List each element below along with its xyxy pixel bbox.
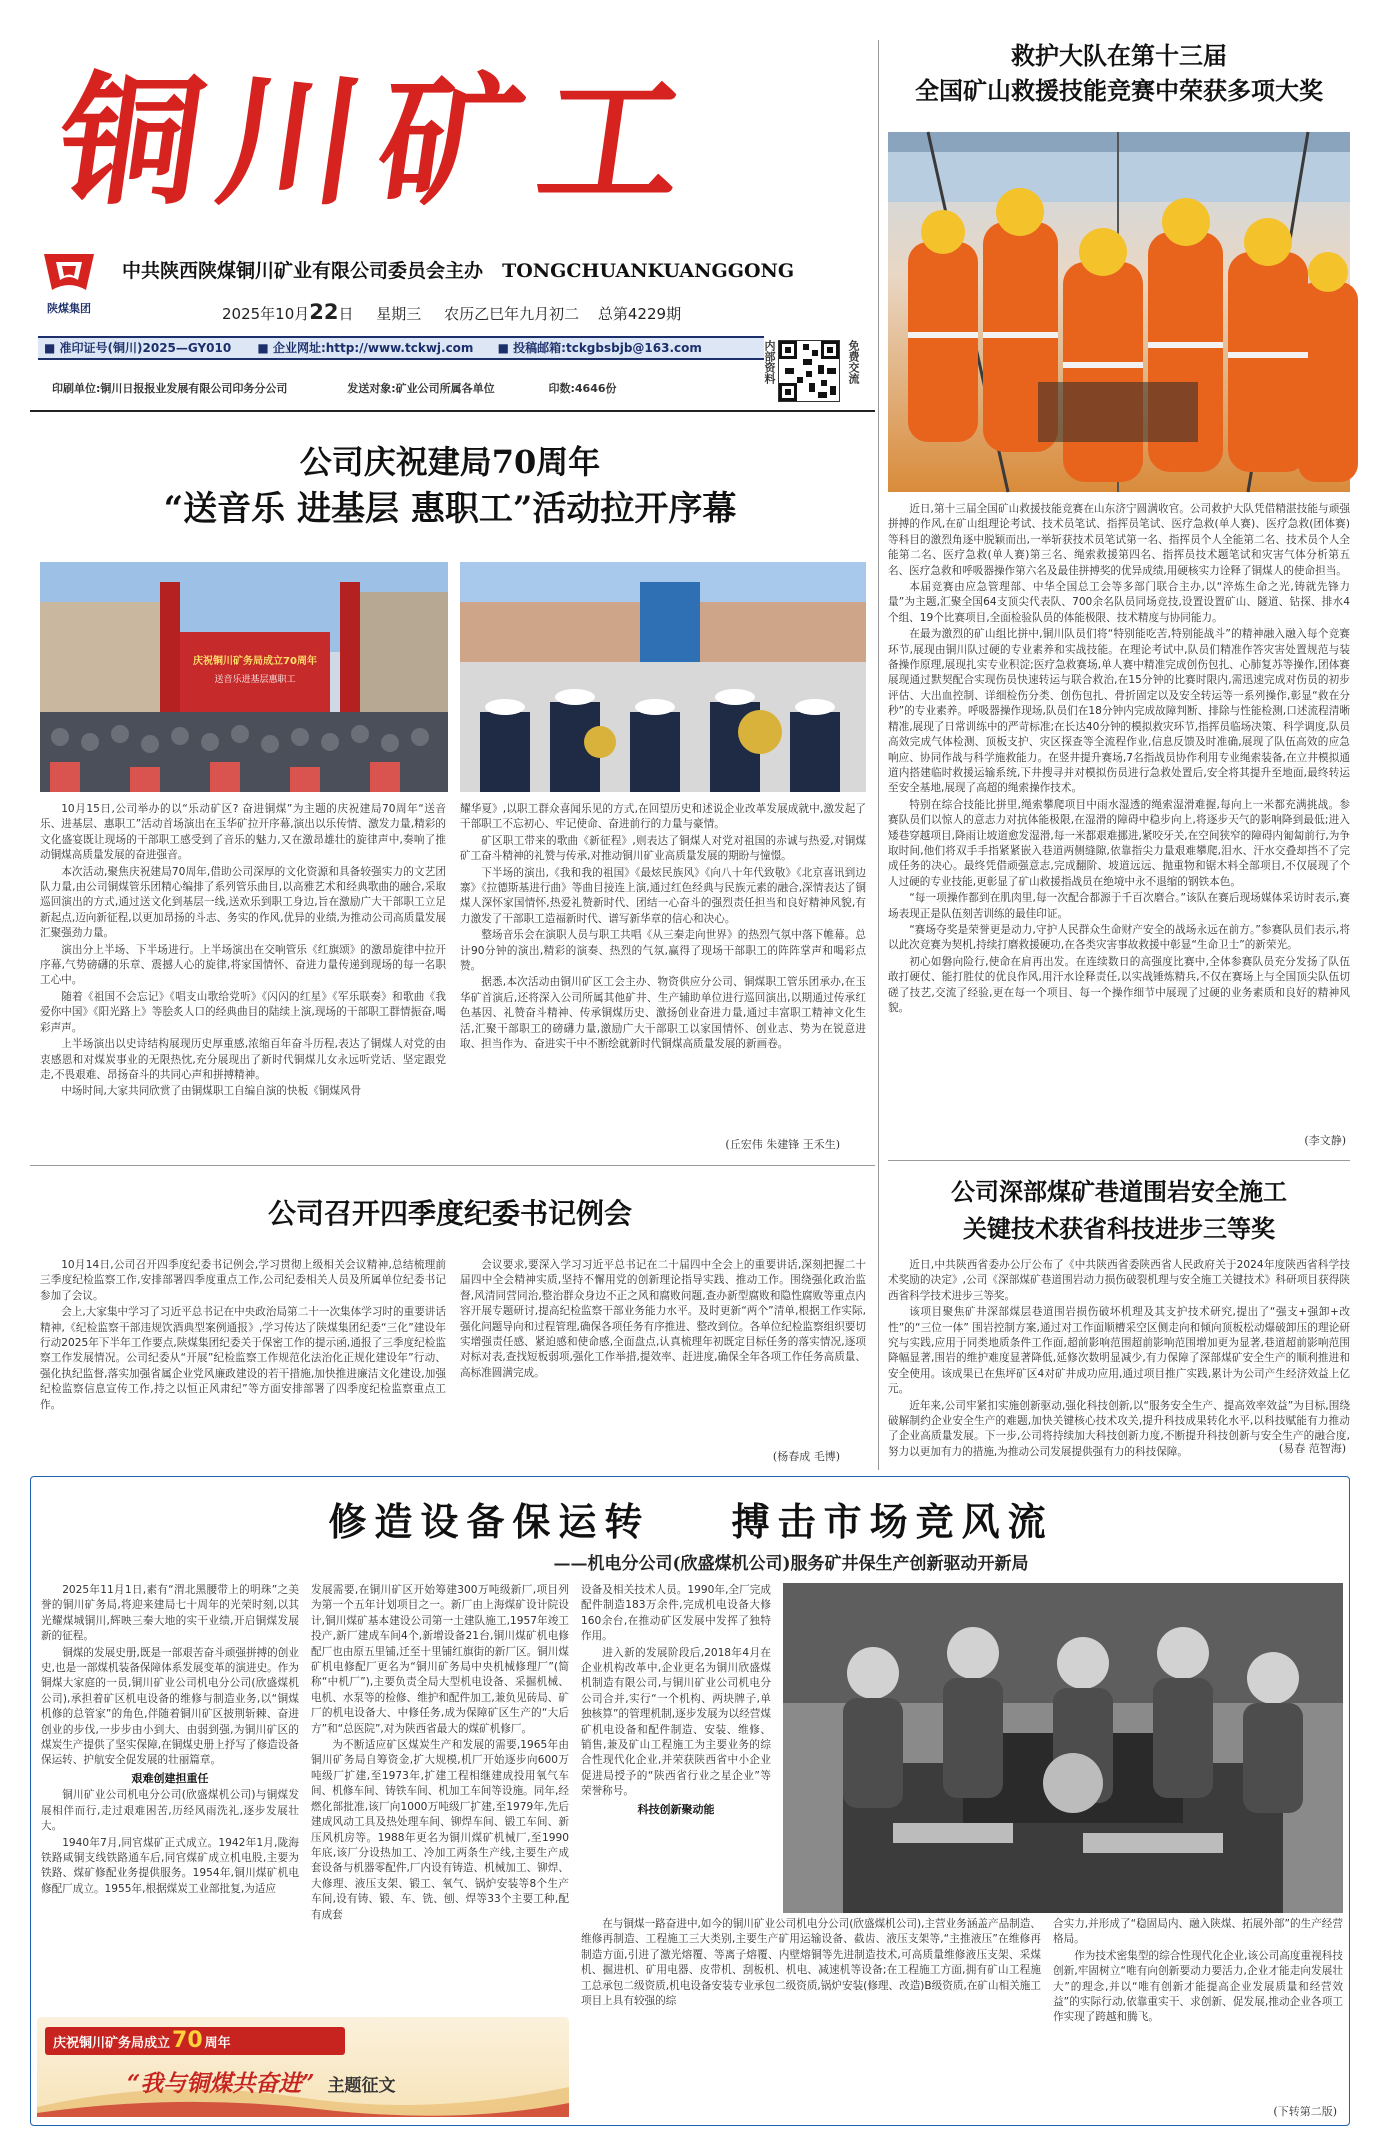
machinery-title-right: 搏击市场竞风流 (731, 1499, 1054, 1544)
qr-code[interactable] (778, 340, 840, 402)
machinery-paragraph: 1940年7月,同官煤矿正式成立。1942年1月,陇海铁路咸铜支线铁路通车后,同官煤矿成立机电股,主要为铁路、煤矿修配业务提供服务。1954年,铜川煤矿机电修配厂成立。1955年,根据煤炭工业部批复,为适应 (41, 1836, 299, 1895)
safety-top-rule (888, 1160, 1350, 1161)
rescue-paragraph: 近日,第十三届全国矿山救援技能竞赛在山东济宁圆满收官。公司救护大队凭借精湛技能与顽强拼搏的作风,在矿山组理论考试、技术员笔试、指挥员笔试、医疗急救(单人赛)、医疗急救(团体赛)等科目的激烈角逐中脱颖而出,一举斩获技术员笔试第一名、指挥员个人全能第二名、技术员个人全能第二名、医疗急救(单人赛)第三名、绳索救援第四名、指挥员技术题笔试和灾害气体分析第五名、医疗急救和呼吸器操作第六名及最佳拼搏奖的优异成绩,用硬核实力诠释了铜煤人的使命担当。 (888, 503, 1350, 577)
machinery-paragraph: 在与铜煤一路奋进中,如今的铜川矿业公司机电分公司(欣盛煤机公司),主营业务涵盖产品制造、维修再制造、工程施工三大类别,主要生产矿用运输设备、截齿、液压支架等,“主推液压”在维修再制造方面,引进了激光熔覆、等离子熔覆、内壁熔铜等先进制造技术,可高质量维修液压支架、采煤机、掘进机、矿用电器、皮带机、刮板机、机电、减速机等设备;在工程施工方面,拥有矿山工程施工总承包二级资质,机电设备安装专业承包二级资质,锅炉安装(修理、改造)B级资质,在矿山相关施工项目上具有较强的综 (581, 1918, 1041, 2008)
rescue-paragraph: “赛场夺奖是荣誉更是动力,守护人民群众生命财产安全的战场永远在前方。”参赛队员们表示,将以此次竞赛为契机,持续打磨救援硬功,在各类灾害事故救援中彰显“生命卫士”的新荣光。 (888, 923, 1350, 952)
band-performance-photo (460, 562, 866, 792)
lunar-date: 农历乙巳年九月初二 (444, 305, 580, 323)
logo-text: 陕煤集团 (47, 302, 91, 315)
pinyin-text: TONGCHUANKUANGGONG (502, 260, 795, 282)
internal-note: 内部资料 (763, 340, 776, 384)
machinery-title (31, 1491, 1351, 1546)
lower-column-divider (878, 1165, 879, 1470)
rescue-paragraph: 在最为激烈的矿山组比拼中,铜川队员们将“特别能吃苦,特别能战斗”的精神融入融入每个竞赛环节,展现由铜川队过硬的专业素养和实战技能。在理论考试中,队员们精准作答灾害处置规范与装备操作原理,展现扎实专业积淀;医疗急救赛场,单人赛中精准完成创伤包扎、心肺复苏等操作,团体赛展现通过默契配合实现伤员快速转运与联合救治,在15分钟的比赛时限内,需迅速完成对伤员的初步评估、大出血控制、详细检伤分类、创伤包扎、骨折固定以及安全转运等一系列操作,彰显“救在分秒”的专业素养。呼吸器操作现场,队员们在18分钟内完成故障判断、排除与性能检测,口述流程清晰精准,展现了日常训练中的严苛标准;在长达40分钟的模拟救灾环节,指挥员临场决策、科学调度,队员高效完成气体检测、顶板支护、灾区探查等全流程作业,信息反馈及时准确,展现了队伍高效的应急响应、协同作战与科学施救能力。在竖井提升赛场,7名指战员协作利用专业绳索装备,在立井模拟通道内搭建临时救援运输系统,下井搜寻并对模拟伤员进行急救处置后,安全将其提升至地面,最终转运至安全基地,展现了高超的绳索操作技术。 (888, 628, 1350, 795)
website-link[interactable]: http://www.tckwj.com (325, 341, 474, 355)
discipline-article (30, 1172, 870, 1468)
machinery-paragraph: 作为技术密集型的综合性现代化企业,该公司高度重视科技创新,牢固树立“唯有向创新要动力要活力,企业才能走向发展壮大”的理念,并以“唯有创新才能提高企业发展质量和经营效益”的实际行动,依靠重实干、求创新、促发展,推动企业各项工作实现了跨越和腾飞。 (1053, 1949, 1343, 2024)
discipline-paragraph: 10月14日,公司召开四季度纪委书记例会,学习贯彻上级相关会议精神,总结梳理前三季度纪检监察工作,安排部署四季度重点工作,公司纪委相关人员及所属单位纪委书记参加了会议。 (40, 1259, 446, 1302)
machinery-subtitle: ——机电分公司(欣盛煤机公司)服务矿井保生产创新驱动开新局 (553, 1554, 1029, 1574)
rescue-photo-illustration (888, 132, 1350, 492)
discipline-paragraph: 会议要求,要深入学习习近平总书记在二十届四中全会上的重要讲话,深刻把握二十届四中全会精神实质,坚持不懈用党的创新理论指导实践、推动工作。围绕强化政治监督,风清同营同治,整治群众身边不正之风和腐败问题,查办新型腐败和隐性腐败等重点内容开展专题研讨,提高纪检监察干部业务能力水平。及时更新“两个”清单,根据工作实际,强化问题导向和过程管理,确保各项任务有序推进、整改到位。各单位纪检监察组织要切实增强责任感、紧迫感和使命感,全面盘点,认真梳理年初既定目标任务的落实情况,逐项对标对表,查找短板弱项,强化工作举措,提效率、赶进度,确保全年各项工作任务高质量、高标准圆满完成。 (460, 1259, 866, 1379)
machinery-feature (30, 1476, 1350, 2126)
historic-workers-photo (783, 1583, 1343, 1913)
safety-paragraph: 该项目聚焦矿井深部煤层巷道围岩损伤破坏机理及其支护技术研究,提出了“强支+强卸+改性”的“三位一体” 围岩控制方案,通过对工作面顺槽采空区侧走向和倾向顶板松动爆破卸压的理论研究与实践,应用于同类地质条件工作面,超前影响范围超前影响范围增加更为显著,巷道超前影响范围降幅显著,围岩的维护难度显著降低,延修次数明显减少,有力保障了深部煤矿安全生产的顺利推进和安全使用。该成果已在焦坪矿区4对矿井成功应用,通过项目推广实践,累计为公司产生经济效益上亿元。 (888, 1306, 1350, 1396)
anniversary-paragraph: 10月15日,公司举办的以“乐动矿区? 奋进铜煤”为主题的庆祝建局70周年“送音乐、进基层、惠职工”活动首场演出在玉华矿拉开序幕,演出以乐传情、激发力量,精彩的文化盛宴既让现场的干部职工感受到了音乐的魅力,又在激昂雄壮的旋律声中,奏响了推动铜煤高质量发展的奋进强音。 (40, 803, 446, 862)
rescue-title-line1: 救护大队在第十三届 (1011, 41, 1227, 70)
anniversary-paragraph: 整场音乐会在演职人员与职工共唱《从三秦走向世界》的热烈气氛中落下帷幕。总计90分钟的演出,精彩的演奏、热烈的气氛,赢得了现场干部职工的阵阵掌声和喝彩点赞。 (460, 929, 866, 973)
machinery-col3b (581, 1917, 1041, 2107)
company-logo (38, 250, 100, 314)
weekday: 星期三 (376, 305, 422, 323)
historic-photo-illustration (783, 1583, 1343, 1913)
right-column-divider (878, 40, 879, 1165)
essay-slogan-line (127, 2065, 567, 2098)
anniversary-bottom-rule (30, 1165, 875, 1166)
stage-banner-text: 庆祝铜川矿务局成立70周年 (193, 656, 317, 667)
essay-badge-text: 庆祝铜川矿务局成立 (53, 2036, 171, 2051)
safety-paragraph: 近年来,公司牢紧扣实施创新驱动,强化科技创新,以“服务安全生产、提高效率效益”为目标,围绕破解制约企业安全生产的难题,加快关键核心技术攻关,提升科技成果转化水平,以科技赋能有力推动了企业高质量发展。下一步,公司将持续加大科技创新力度,不断提升科技创新与安全生产的融合度,努力以更加有力的措施,为推动公司发展提供强有力的科技保障。 (888, 1399, 1350, 1458)
essay-badge-suffix: 周年 (204, 2036, 231, 2051)
print-count-text: 印数:4646份 (548, 382, 617, 395)
anniversary-col2 (460, 802, 866, 1132)
essay-slogan: “我与铜煤共奋进” (127, 2070, 315, 2097)
discipline-title: 公司召开四季度纪委书记例会 (267, 1197, 632, 1230)
qr-code-icon (779, 341, 839, 401)
anniversary-paragraph: 下半场的演出,《我和我的祖国》《最炫民族风》《向八十年代致敬》《北京喜讯到边寨》《拉德斯基进行曲》等曲目接连上演,通过红色经典与民族元素的融合,深情表达了铜煤人深怀家国情怀,热爱礼赞新时代、团结一心奋斗的强烈责任担当和良好精神风貌,有力激发了干部职工造福新时代、谱写新华章的信心和决心。 (460, 866, 866, 925)
discipline-paragraph: 会上,大家集中学习了习近平总书记在中央政治局第二十一次集体学习时的重要讲话精神,《纪检监察干部违规饮酒典型案例通报》,学习传达了陕煤集团纪委“三化”建设年行动2025年下半年工作要点,陕煤集团纪委关于保密工作的提示函,通报了三季度纪检监察工作发展情况。公司纪委从“开展”纪检监察工作规范化法治化正规化建设年”行动、强化执纪监督,落实加强省属企业党风廉政建设的若干措施,加快推进廉洁文化建设,加强纪检监察信息宣传工作,持之以恒正风肃纪”等方面安排部署了四季度纪检监察重点工作。 (40, 1306, 446, 1411)
rescue-article (888, 40, 1350, 1150)
anniversary-paragraph: 上半场演出以史诗结构展现历史厚重感,浓缩百年奋斗历程,表达了铜煤人对党的由衷感恩和对煤炭事业的无限热忱,充分展现出了新时代铜煤儿女永远听党话、坚定跟党走,不畏艰难、昂扬奋斗的共同心声和拼搏精神。 (40, 1038, 446, 1081)
distribution-text: 发送对象:矿业公司所属各单位 (347, 382, 495, 395)
machinery-paragraph: 铜煤的发展史册,既是一部艰苦奋斗顽强拼搏的创业史,也是一部煤机装备保障体系发展变革的演进史。作为铜煤大家庭的一员,铜川矿业公司机电分公司(欣盛煤机公司),承担着矿区机电设备的维修与制造业务,以“铜煤机修的总管家”的角色,伴随着铜川矿区披荆斩棘、奋进创业的步伐,一步步由小到大、由弱到强,为铜川矿区的煤炭生产提供了坚实保障,在铜煤史册上抒写了修造设备保运转、护航安全促发展的壮丽篇章。 (41, 1646, 299, 1767)
rescue-title-line2: 全国矿山救援技能竞赛中荣获多项大奖 (915, 76, 1323, 105)
date-day-suffix: 日 (338, 305, 354, 323)
email-icon: ■ (497, 341, 509, 355)
rescue-team-photo (888, 132, 1350, 492)
info-bar (38, 336, 764, 360)
anniversary-paragraph: 据悉,本次活动由铜川矿区工会主办、物资供应分公司、铜煤职工管乐团承办,在玉华矿首演后,还将深入公司所属其他矿井、生产辅助单位进行巡回演出,以期通过传承红色基因、礼赞奋斗精神、传承铜煤历史、激扬创业奋进力量,通过丰富职工精神文化生活,汇聚干部职工的磅礴力量,激励广大干部职工以家国情怀、创业志、势为在锐意进取、担当作为、奋进实干中不断绘就新时代铜煤高质量发展的新画卷。 (460, 976, 866, 1051)
machinery-paragraph: 2025年11月1日,素有“渭北黑腰带上的明珠”之美誉的铜川矿务局,将迎来建局七十周年的光荣时刻,以其光耀煤城铜川,辉映三秦大地的实干业绩,开启铜煤发展新的征程。 (41, 1584, 299, 1643)
date-day: 22 (309, 300, 339, 324)
anniversary-title-line2: “送音乐 进基层 惠职工”活动拉开序幕 (163, 489, 737, 529)
anniversary-paragraph: 随着《祖国不会忘记》《唱支山歌给党听》《闪闪的红星》《军乐联奏》和歌曲《我爱你中国》《阳光路上》等脍炙人口的经典曲目的陆续上演,现场的干部职工群情振奋,喝彩声声。 (40, 990, 446, 1034)
permit-icon: ■ (44, 341, 56, 355)
machinery-paragraph: 为不断适应矿区煤炭生产和发展的需要,1965年由铜川矿务局自筹资金,扩大规模,机厂开始逐步向600万吨级厂扩建,至1973年,扩建工程相继建成投用氧气车间、机修车间、铸铁车间、机加工车间等设施。同年,经燃化部批准,该厂向1000万吨级厂扩建,至1979年,先后建成风动工具及热处理车间、铆焊车间、锻工车间、新压风机房等。1988年更名为铜川煤矿机械厂,至1990年底,该厂分设热加工、冷加工两条生产线,主要生产成套设备与机器零配件,厂内设有铸造、机械加工、铆焊、大修理、液压支架、锻工、氧气、锅炉安装等8个生产车间,设有铸、锻、车、铣、刨、焊等33个主要工种,配有成套 (311, 1739, 569, 1921)
machinery-paragraph: 发展需要,在铜川矿区开始筹建300万吨级新厂,项目列为第一个五年计划项目之一。新厂由上海煤矿设计院设计,铜川煤矿基本建设公司第一土建队施工,1957年竣工投产,新厂建成车间4个,新增设备21台,铜川煤矿机电修配厂也由原五里铺,迁至十里铺红旗街的新厂区。铜川煤矿机电修配厂更名为“铜川矿务局中央机械修理厂”(简称“中机厂”),主要负责全局大型机电设备、采掘机械、电机、水泵等的检修、维护和配件加工,兼负见砖局、矿厂的机电设备大、中修任务,成为保障矿区生产的“大后方”和“总医院”,对为陕西省最大的煤矿机修厂。 (311, 1584, 569, 1735)
machinery-paragraph: 进入新的发展阶段后,2018年4月在企业机构改革中,企业更名为铜川欣盛煤机制造有限公司,与铜川矿业公司机电分公司合并,实行“一个机构、两块牌子,单独核算”的管理机制,逐步发展为以经营煤矿机电设备和配件制造、安装、维修、销售,兼及矿山工程施工为主要业务的综合性现代化企业,并荣获陕西省中小企业促进局授予的“陕西省行业之星企业”等荣誉称号。 (581, 1646, 771, 1798)
machinery-col4 (1053, 1917, 1343, 2093)
rescue-paragraph: 本届竞赛由应急管理部、中华全国总工会等多部门联合主办,以“淬炼生命之光,铸就先锋力量”为主题,汇聚全国64支顶尖代表队、700余名队员同场竞技,设置设置矿山、隧道、钻探、排水4个组、19个比赛项目,全面检验队员的体能极限、技术精度与协同能力。 (888, 581, 1350, 624)
machinery-col2 (311, 1583, 569, 2013)
machinery-col3 (581, 1583, 771, 1911)
permit-number: 准印证号(铜川)2025—GY010 (59, 341, 232, 355)
machinery-col1 (41, 1583, 299, 2013)
safety-article (888, 1168, 1350, 1466)
band-photo-illustration (460, 562, 866, 792)
rescue-paragraph: 特别在综合技能比拼里,绳索攀爬项目中雨水湿透的绳索湿滑难握,每向上一米都充满挑战。参赛队员们以惊人的意志力对抗体能极限,在湿滑的障碍中稳步向上,将逐步天气的影响降到最低;进入矮巷穿越项目,降雨让坡道愈发湿滑,每一米都艰难挪进,紧咬牙关,在空间狭窄的障碍内匍匐前行,为争取时间,他们将双手手指紧紧嵌入巷道两侧缝隙,依靠指尖力量艰难攀爬,泪水、汗水交叠却挡不了完成任务的决心。最终凭借顽强意志,完成翻阶、坡道远远、抛重物和锯木料全部项目,不仅展现了个人过硬的专业技能,更彰显了矿山救援指战员在绝境中永不退缩的钢铁本色。 (888, 798, 1350, 888)
machinery-title-left: 修造设备保运转 (328, 1499, 651, 1544)
discipline-col1 (40, 1258, 446, 1448)
machinery-subheading: 艰难创建担重任 (131, 1771, 209, 1785)
safety-paragraph: 近日,中共陕西省委办公厅公布了《中共陕西省委陕西省人民政府关于2024年度陕西省科学技术奖励的决定》,公司《深部煤矿巷道围岩动力损伤破裂机理与安全施工关键技术》科研项目获得陕西省科学技术进步三等奖。 (888, 1259, 1350, 1302)
email-label: 投稿邮箱: (513, 341, 566, 355)
website-label: 企业网址: (272, 341, 326, 355)
date-line (222, 300, 862, 324)
masthead-title: 铜川矿工 (48, 59, 712, 225)
rescue-paragraph: “每一项操作都到在肌肉里,每一次配合都源于千百次磨合。”该队在赛后现场媒体采访时表示,赛场表现正是队伍刻苦训练的最佳印证。 (888, 892, 1350, 920)
anniversary-paragraph: 中场时间,大家共同欣赏了由铜煤职工自编自演的快板《铜煤风骨 (61, 1085, 362, 1098)
discipline-col2 (460, 1258, 866, 1448)
safety-title-line2: 关键技术获省科技进步三等奖 (963, 1214, 1275, 1243)
discipline-byline: (杨春成 毛博) (772, 1450, 840, 1463)
machinery-subheading: 科技创新聚动能 (637, 1802, 715, 1816)
machinery-paragraph: 合实力,并形成了“稳固局内、融入陕煤、拓展外部”的生产经营格局。 (1053, 1918, 1343, 1946)
essay-badge-number: 70 (172, 2028, 203, 2053)
anniversary-paragraph: 本次活动,聚焦庆祝建局70周年,借助公司深厚的文化资源和具备较强实力的文艺团队力量,由公司铜煤管乐团精心编排了系列管乐曲目,以高雅艺术和经典歌曲的融合,采取巡回演出的方式,通过送文化到基层一线,送欢乐到职工身边,旨在激励广大干部职工立足新起点,迈向新征程,以更加昂扬的斗志、务实的作风,优异的业绩,为推动公司高质量发展汇聚强劲力量。 (40, 865, 446, 940)
date-prefix: 2025年10月 (222, 305, 310, 323)
print-info (52, 380, 762, 398)
website-icon: ■ (257, 341, 269, 355)
safety-title-line1: 公司深部煤矿巷道围岩安全施工 (951, 1177, 1287, 1206)
masthead-divider (30, 410, 875, 412)
anniversary-article (30, 420, 870, 1165)
jump-note[interactable]: (下转第二版) (1273, 2105, 1337, 2118)
anniversary-paragraph: 矿区职工带来的歌曲《新征程》,则表达了铜煤人对党对祖国的赤诚与热爱,对铜煤矿工奋斗精神的礼赞与传承,对推动铜川矿业高质量发展的期盼与憧憬。 (460, 834, 866, 863)
company-logo-icon (38, 250, 100, 296)
rescue-body (888, 502, 1350, 1136)
sponsor-text: 中共陕西陕煤铜川矿业有限公司委员会主办 (122, 260, 484, 282)
email-link[interactable]: tckgbsbjb@163.com (565, 341, 702, 355)
free-note: 免费交流 (847, 340, 860, 384)
anniversary-byline: (丘宏伟 朱建锋 王禾生) (725, 1138, 840, 1151)
anniversary-title-line1: 公司庆祝建局70周年 (299, 443, 601, 481)
anniversary-paragraph: 耀华夏》,以职工群众喜闻乐见的方式,在回望历史和述说企业改革发展成就中,激发起了干部职工不忘初心、牢记使命、奋进前行的力量与豪情。 (460, 803, 866, 831)
essay-suffix: 主题征文 (327, 2076, 396, 2096)
performance-stage-photo (40, 562, 448, 792)
rescue-byline: (李文静) (1304, 1134, 1346, 1147)
issue-number: 总第4229期 (597, 305, 682, 323)
rescue-paragraph: 初心如磐向险行,使命在肩再出发。在连续数日的高强度比赛中,全体参赛队员充分发扬了队伍敢打硬仗、能打胜仗的优良作风,用汗水诠释责任,以实战锤炼精兵,不仅在赛场上与全国顶尖队伍切磋了技艺,交流了经验,更在每一个项目、每一个操作细节中展现了过硬的业务素质和良好的精神风貌。 (888, 955, 1350, 1014)
sponsor-line (122, 256, 882, 282)
essay-banner[interactable] (37, 2017, 569, 2117)
anniversary-paragraph: 演出分上半场、下半场进行。上半场演出在交响管乐《红旗颂》的激昂旋律中拉开序幕,气势磅礴的乐章、震撼人心的旋律,将家国情怀、奋进力量传递到现场的每一名职工心中。 (40, 943, 446, 987)
machinery-paragraph: 设备及相关技术人员。1990年,全厂完成配件制造183万余件,完成机电设备大修160余台,在推动矿区发展中发挥了独特作用。 (581, 1584, 771, 1643)
machinery-paragraph: 铜川矿业公司机电分公司(欣盛煤机公司)与铜煤发展相伴而行,走过艰难困苦,历经风雨洗礼,逐步发展壮大。 (41, 1789, 299, 1833)
stage-sign-text: 送音乐进基层惠职工 (214, 675, 296, 685)
masthead (0, 0, 875, 410)
printer-text: 印刷单位:铜川日报报业发展有限公司印务分公司 (52, 382, 288, 395)
safety-byline: (易春 范智海) (1278, 1442, 1346, 1455)
anniversary-col1 (40, 802, 446, 1152)
